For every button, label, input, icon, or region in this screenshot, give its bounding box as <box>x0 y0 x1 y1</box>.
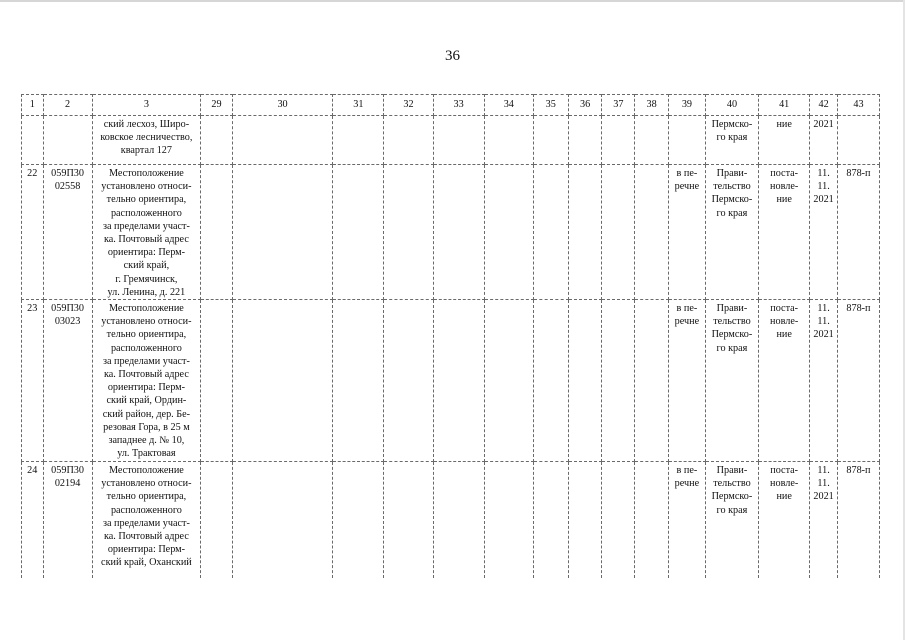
document-number-cell: 878-п <box>837 165 879 300</box>
empty-cell <box>635 300 669 462</box>
document-type-cell: поста- новле- ние <box>759 300 810 462</box>
empty-cell <box>232 116 332 165</box>
document-number-cell: 878-п <box>837 300 879 462</box>
row-number-cell: 23 <box>22 300 44 462</box>
empty-cell <box>384 300 433 462</box>
row-number-cell <box>22 116 44 165</box>
document-date-cell: 2021 <box>810 116 838 165</box>
empty-cell <box>232 165 332 300</box>
empty-cell <box>602 165 635 300</box>
location-cell: Местоположение установлено относи- тельно ориентира, расположенного за пределами участ- ка. Почтовый адрес ориентира: Перм- ский край, г. Гремячинск, ул. Ленина, д. 221 <box>92 165 201 300</box>
column-header: 37 <box>602 95 635 116</box>
authority-cell: Пермско- го края <box>705 116 758 165</box>
table-row <box>22 116 880 165</box>
column-header: 32 <box>384 95 433 116</box>
column-header: 30 <box>232 95 332 116</box>
location-cell: ский лесхоз, Широ- ковское лесничество, квартал 127 <box>92 116 201 165</box>
empty-cell <box>568 116 602 165</box>
empty-cell <box>484 300 533 462</box>
column-header: 39 <box>668 95 705 116</box>
empty-cell <box>384 462 433 579</box>
column-header: 42 <box>810 95 838 116</box>
empty-cell <box>333 165 384 300</box>
empty-cell <box>533 165 568 300</box>
empty-cell <box>201 462 233 579</box>
column-header: 29 <box>201 95 233 116</box>
empty-cell <box>433 300 484 462</box>
empty-cell <box>602 300 635 462</box>
authority-cell: Прави- тельство Пермско- го края <box>705 462 758 579</box>
empty-cell <box>635 165 669 300</box>
empty-cell <box>533 116 568 165</box>
list-status-cell <box>668 116 705 165</box>
empty-cell <box>333 116 384 165</box>
page-number: 36 <box>445 48 460 64</box>
table-row <box>22 300 880 462</box>
empty-cell <box>232 300 332 462</box>
table-header-row <box>22 95 880 116</box>
empty-cell <box>484 462 533 579</box>
page-top-edge <box>0 0 905 2</box>
table-row <box>22 165 880 300</box>
column-header: 31 <box>333 95 384 116</box>
column-header: 2 <box>43 95 92 116</box>
authority-cell: Прави- тельство Пермско- го края <box>705 165 758 300</box>
document-date-cell: 11. 11. 2021 <box>810 462 838 579</box>
empty-cell <box>384 165 433 300</box>
column-header: 33 <box>433 95 484 116</box>
document-date-cell: 11. 11. 2021 <box>810 165 838 300</box>
column-header: 43 <box>837 95 879 116</box>
empty-cell <box>384 116 433 165</box>
empty-cell <box>568 462 602 579</box>
column-header: 38 <box>635 95 669 116</box>
document-date-cell: 11. 11. 2021 <box>810 300 838 462</box>
column-header: 34 <box>484 95 533 116</box>
empty-cell <box>568 165 602 300</box>
table-row <box>22 462 880 579</box>
empty-cell <box>602 462 635 579</box>
row-number-cell: 24 <box>22 462 44 579</box>
cadastral-number-cell <box>43 116 92 165</box>
empty-cell <box>533 462 568 579</box>
empty-cell <box>232 462 332 579</box>
empty-cell <box>533 300 568 462</box>
empty-cell <box>635 116 669 165</box>
empty-cell <box>201 165 233 300</box>
location-cell: Местоположение установлено относи- тельно ориентира, расположенного за пределами участ- ка. Почтовый адрес ориентира: Перм- ский край, Оханский <box>92 462 201 579</box>
list-status-cell: в пе- речне <box>668 165 705 300</box>
column-header: 3 <box>92 95 201 116</box>
empty-cell <box>333 300 384 462</box>
register-table <box>21 94 880 578</box>
empty-cell <box>333 462 384 579</box>
document-type-cell: поста- новле- ние <box>759 165 810 300</box>
cadastral-number-cell: 059П30 02194 <box>43 462 92 579</box>
column-header: 35 <box>533 95 568 116</box>
location-cell: Местоположение установлено относи- тельно ориентира, расположенного за пределами участ- ка. Почтовый адрес ориентира: Перм- ский край, Ордин- ский район, дер. Бе- резовая Гора, в 25 м западнее д. № 10, ул. Трактовая <box>92 300 201 462</box>
empty-cell <box>433 165 484 300</box>
empty-cell <box>433 462 484 579</box>
empty-cell <box>484 165 533 300</box>
empty-cell <box>201 300 233 462</box>
empty-cell <box>635 462 669 579</box>
empty-cell <box>568 300 602 462</box>
document-number-cell: 878-п <box>837 462 879 579</box>
empty-cell <box>433 116 484 165</box>
empty-cell <box>201 116 233 165</box>
column-header: 41 <box>759 95 810 116</box>
list-status-cell: в пе- речне <box>668 462 705 579</box>
empty-cell <box>484 116 533 165</box>
document-number-cell <box>837 116 879 165</box>
document-type-cell: ние <box>759 116 810 165</box>
list-status-cell: в пе- речне <box>668 300 705 462</box>
authority-cell: Прави- тельство Пермско- го края <box>705 300 758 462</box>
cadastral-number-cell: 059П30 02558 <box>43 165 92 300</box>
column-header: 36 <box>568 95 602 116</box>
empty-cell <box>602 116 635 165</box>
row-number-cell: 22 <box>22 165 44 300</box>
column-header: 40 <box>705 95 758 116</box>
document-type-cell: поста- новле- ние <box>759 462 810 579</box>
column-header: 1 <box>22 95 44 116</box>
cadastral-number-cell: 059П30 03023 <box>43 300 92 462</box>
